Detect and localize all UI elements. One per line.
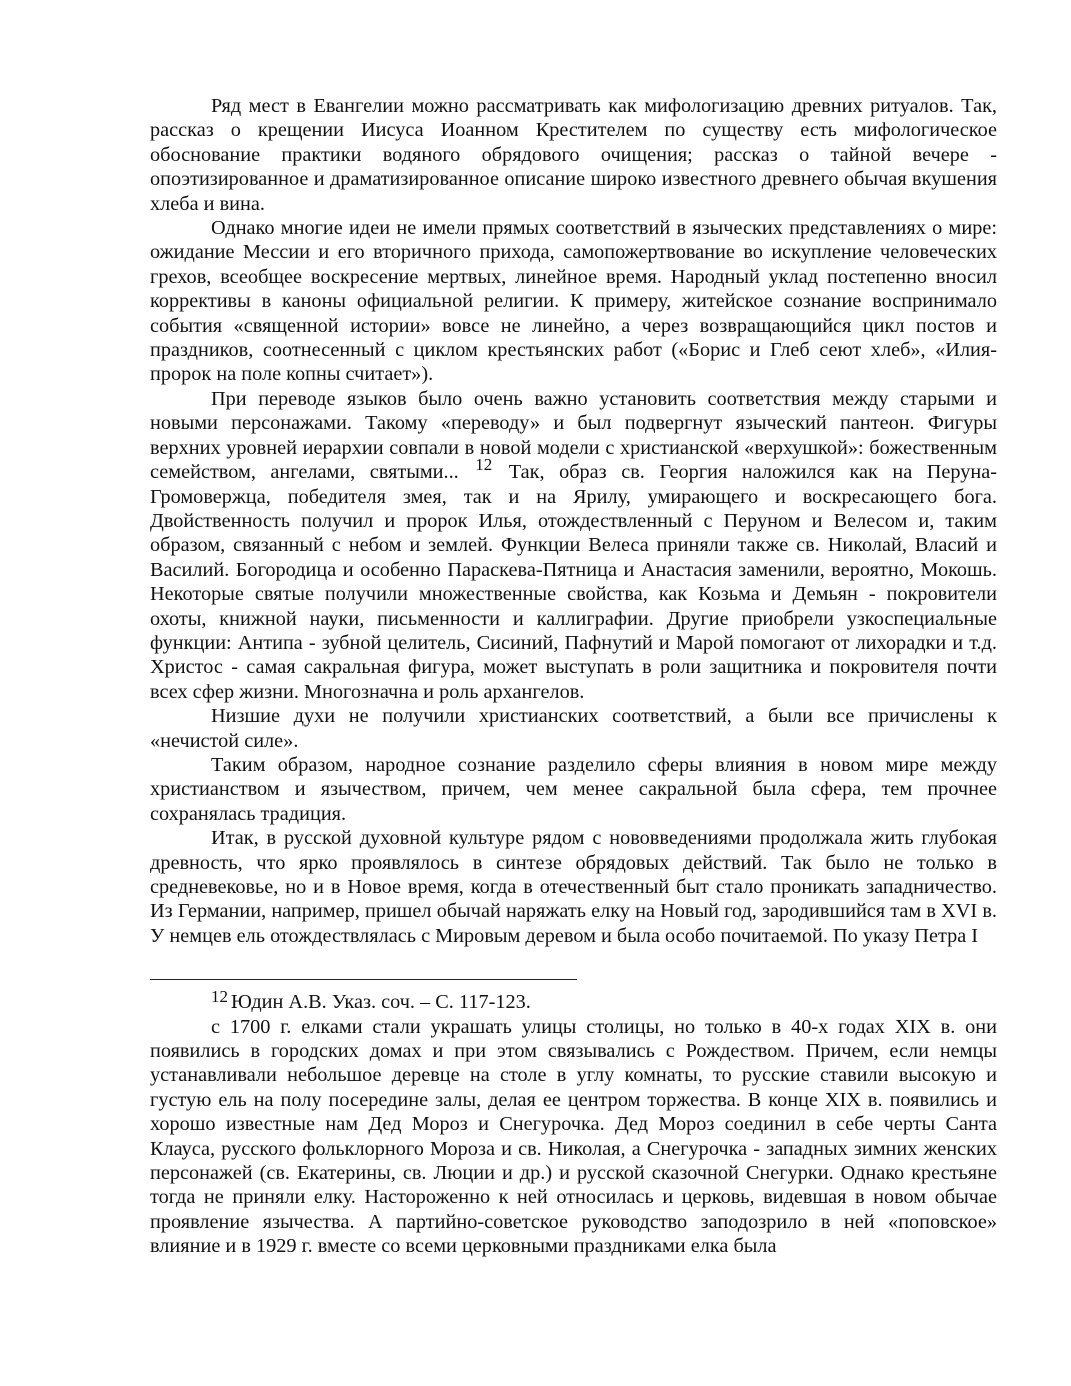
footnote [150,987,997,1014]
footnote-number: 12 [211,987,228,1007]
footnote-reference[interactable]: 12 [475,455,493,475]
paragraph-2: Однако многие идеи не имели прямых соответствий в языческих представлениях о мире: ожидание Мессии и его вторичного прихода, самопожертвование во искупление человеческих грехов, всеобщее воскресение мертвых, линейное время. Народный уклад постепенно вносил коррективы в каноны официальной религии. К примеру, житейское сознание воспринимало события «священной истории» вовсе не линейно, а через возвращающийся цикл постов и праздников, соотнесенный с циклом крестьянских работ («Борис и Глеб сеют хлеб», «Илия-пророк на поле копны считает»). [150,217,997,386]
continuation-paragraph: с 1700 г. елками стали украшать улицы столицы, но только в 40-х годах XIX в. они появились в городских домах и при этом связывались с Рождеством. Причем, если немцы устанавливали небольшое деревце на столе в углу комнаты, то русские ставили высокую и густую ель на полу посередине залы, делая ее центром торжества. В конце XIX в. появились и хорошо известные нам Дед Мороз и Снегурочка. Дед Мороз соединил в себе черты Санта Клауса, русского фольклорного Мороза и св. Николая, а Снегурочка - западных зимних женских персонажей (св. Екатерины, св. Люции и др.) и русской сказочной Снегурки. Однако крестьяне тогда не приняли елку. Настороженно к ней относилась и церковь, видевшая в новом обычае проявление язычества. А партийно-советское руководство заподозрило в ней «поповское» влияние и в 1929 г. вместе со всеми церковными праздниками елка была [150,1015,997,1258]
document-page [150,94,997,1259]
paragraph-3-part-1: При переводе языков было очень важно установить соответствия между старыми и новыми персонажами. Такому «переводу» и был подвергнут языческий пантеон. Фигуры верхних уровней иерархии совпали в новой модели с христианской «верхушкой»: божественным семейством, ангелами, святыми... [150,387,997,484]
footnote-separator [150,979,577,980]
paragraph-3-part-2: Так, образ св. Георгия наложился как на Перуна-Громовержца, победителя змея, так и на Ярилу, умирающего и воскресающего бога. Двойственность получил и пророк Илья, отождествленный с Перуном и Велесом и, таким образом, связанный с небом и землей. Функции Велеса приняли также св. Николай, Власий и Василий. Богородица и особенно Параскева-Пятница и Анастасия заменили, вероятно, Мокошь. Некоторые святые получили множественные свойства, как Козьма и Демьян - покровители охоты, книжной науки, письменности и каллиграфии. Другие приобрели узкоспециальные функции: Антипа - зубной целитель, Сисиний, Пафнутий и Марой помогают от лихорадки и т.д. Христос - самая сакральная фигура, может выступать в роли защитника и покровителя почти всех сфер жизни. Многозначна и роль архангелов. [150,461,997,703]
paragraph-1: Ряд мест в Евангелии можно рассматривать как мифологизацию древних ритуалов. Так, рассказ о крещении Иисуса Иоанном Крестителем по существу есть мифологическое обоснование практики водяного обрядового очищения; рассказ о тайной вечере - опоэтизированное и драматизированное описание широко известного древнего обычая вкушения хлеба и вина. [150,95,997,215]
paragraph-3 [150,387,997,704]
paragraph-5: Таким образом, народное сознание разделило сферы влияния в новом мире между христианством и язычеством, причем, чем менее сакральной была сфера, тем прочнее сохранялась традиция. [150,753,997,825]
paragraph-6: Итак, в русской духовной культуре рядом с нововведениями продолжала жить глубокая древность, что ярко проявлялось в синтезе обрядовых действий. Так было не только в средневековье, но и в Новое время, когда в отечественный быт стало проникать западничество. Из Германии, например, пришел обычай наряжать елку на Новый год, зародившийся там в XVI в. У немцев ель отождествлялась с Мировым деревом и была особо почитаемой. По указу Петра I [150,827,997,947]
footnote-text: Юдин А.В. Указ. соч. – С. 117-123. [231,991,531,1014]
paragraph-4: Низшие духи не получили христианских соответствий, а были все причислены к «нечистой силе». [150,705,997,752]
